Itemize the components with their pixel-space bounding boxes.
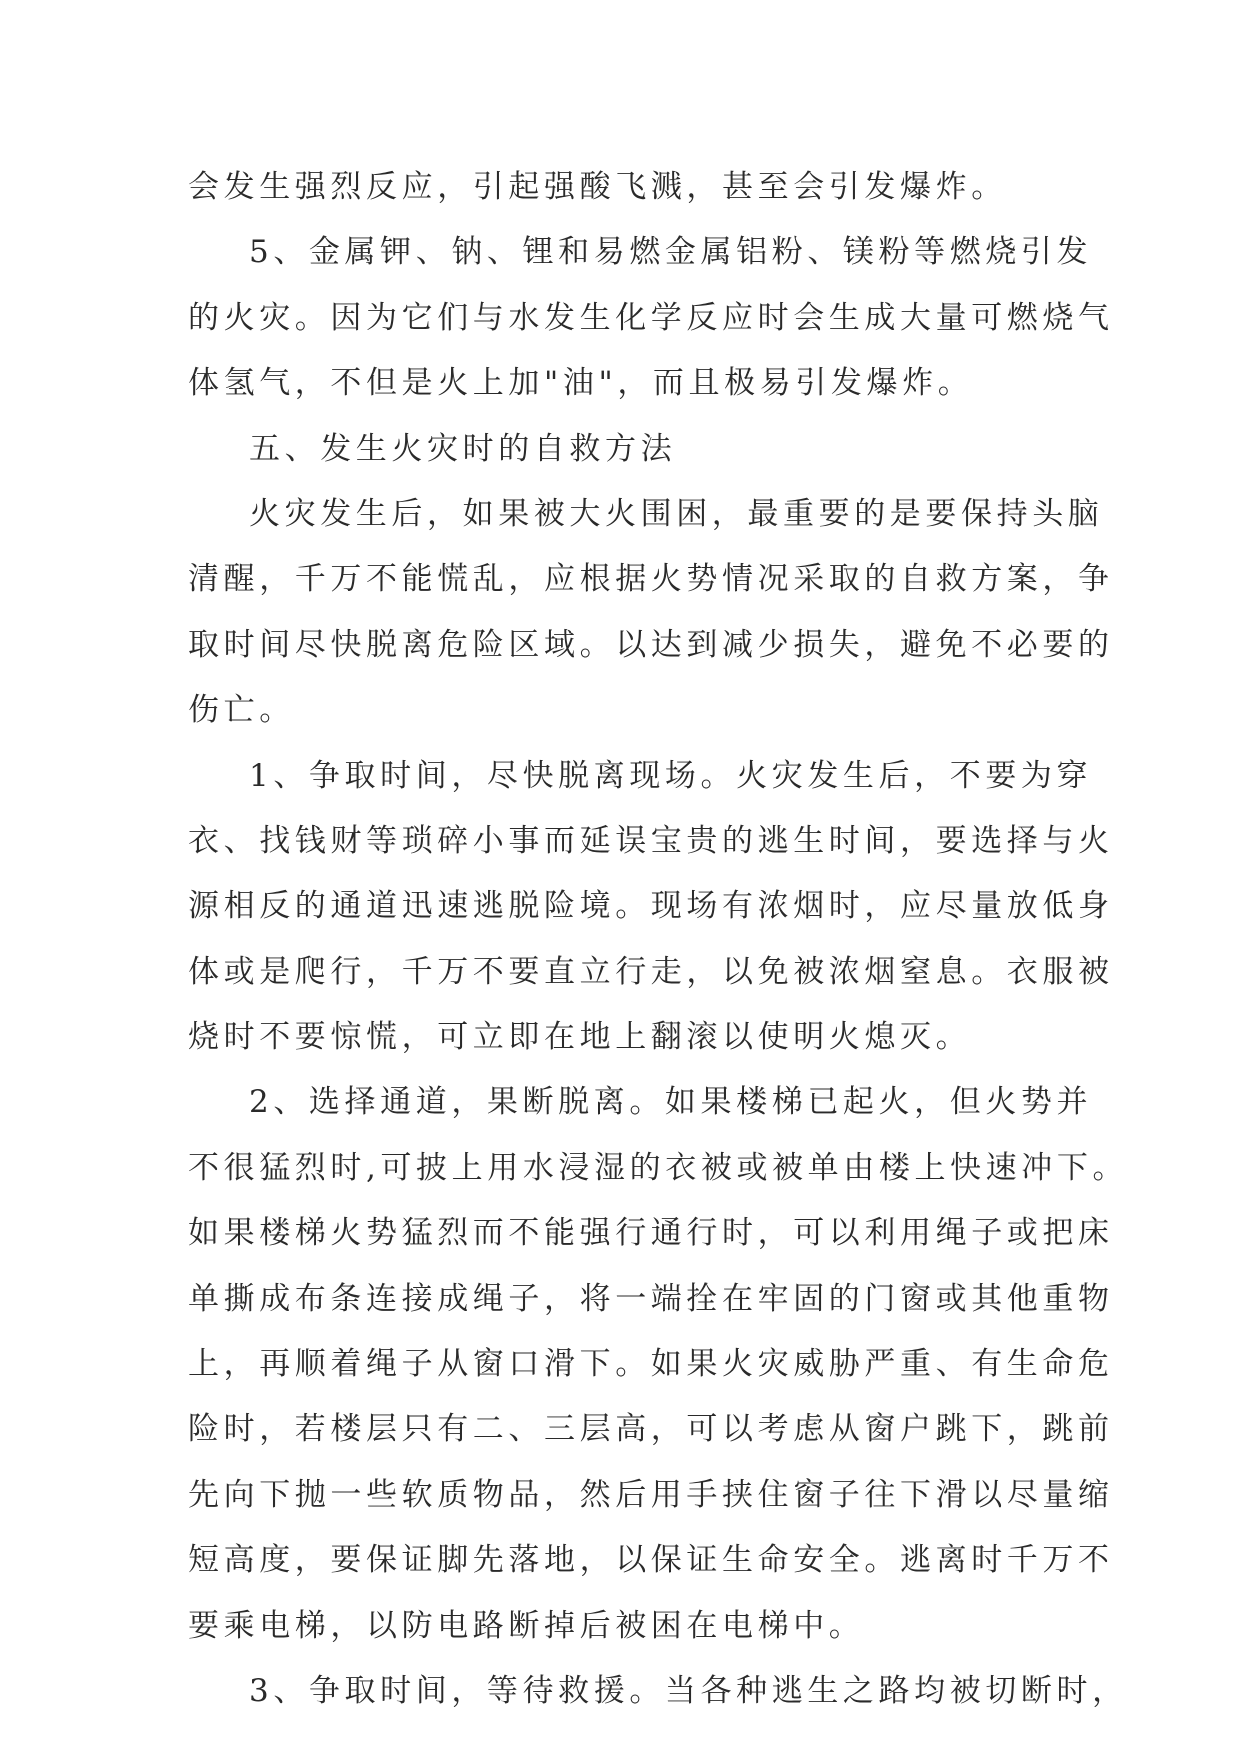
paragraph-line: 要乘电梯，以防电路断掉后被困在电梯中。 [188,1607,865,1644]
paragraph-line: 不很猛烈时,可披上用水浸湿的衣被或被单由楼上快速冲下。 [188,1149,1129,1186]
paragraph-line: 短高度，要保证脚先落地，以保证生命安全。逃离时千万不 [188,1542,1114,1579]
paragraph-line: 会发生强烈反应，引起强酸飞溅，甚至会引发爆炸。 [188,169,1007,205]
paragraph-line: 伤亡。 [188,692,295,729]
paragraph-line: 1、争取时间，尽快脱离现场。火灾发生后，不要为穿 [249,757,1093,794]
paragraph-line: 险时，若楼层只有二、三层高，可以考虑从窗户跳下，跳前 [188,1411,1114,1448]
paragraph-line: 源相反的通道迅速逃脱险境。现场有浓烟时，应尽量放低身 [188,888,1114,925]
paragraph-line: 衣、找钱财等琐碎小事而延误宝贵的逃生时间，要选择与火 [188,822,1114,859]
paragraph-line: 5、金属钾、钠、锂和易燃金属铝粉、镁粉等燃烧引发 [249,234,1093,271]
paragraph-line: 上，再顺着绳子从窗口滑下。如果火灾威胁严重、有生命危 [188,1346,1114,1383]
paragraph-line: 取时间尽快脱离危险区域。以达到减少损失，避免不必要的 [188,626,1114,663]
paragraph-line: 先向下抛一些软质物品，然后用手挟住窗子往下滑以尽量缩 [188,1476,1114,1513]
paragraph-line: 2、选择通道，果断脱离。如果楼梯已起火，但火势并 [249,1084,1093,1121]
paragraph-line: 清醒，千万不能慌乱，应根据火势情况采取的自救方案，争 [188,561,1114,598]
paragraph-line: 体氢气，不但是火上加"油"，而且极易引发爆炸。 [188,365,974,402]
paragraph-line: 的火灾。因为它们与水发生化学反应时会生成大量可燃烧气 [188,299,1114,336]
paragraph-line: 3、争取时间，等待救援。当各种逃生之路均被切断时， [249,1672,1128,1709]
document-body [188,155,1129,1724]
paragraph-line: 火灾发生后，如果被大火围困，最重要的是要保持头脑 [249,495,1104,532]
paragraph-line: 体或是爬行，千万不要直立行走，以免被浓烟窒息。衣服被 [188,953,1114,990]
paragraph-line: 如果楼梯火势猛烈而不能强行通行时，可以利用绳子或把床 [188,1215,1114,1252]
paragraph-line: 单撕成布条连接成绳子，将一端拴在牢固的门窗或其他重物 [188,1280,1114,1317]
paragraph-line: 烧时不要惊慌，可立即在地上翻滚以使明火熄灭。 [188,1019,972,1056]
section-heading: 五、发生火灾时的自救方法 [249,430,677,467]
